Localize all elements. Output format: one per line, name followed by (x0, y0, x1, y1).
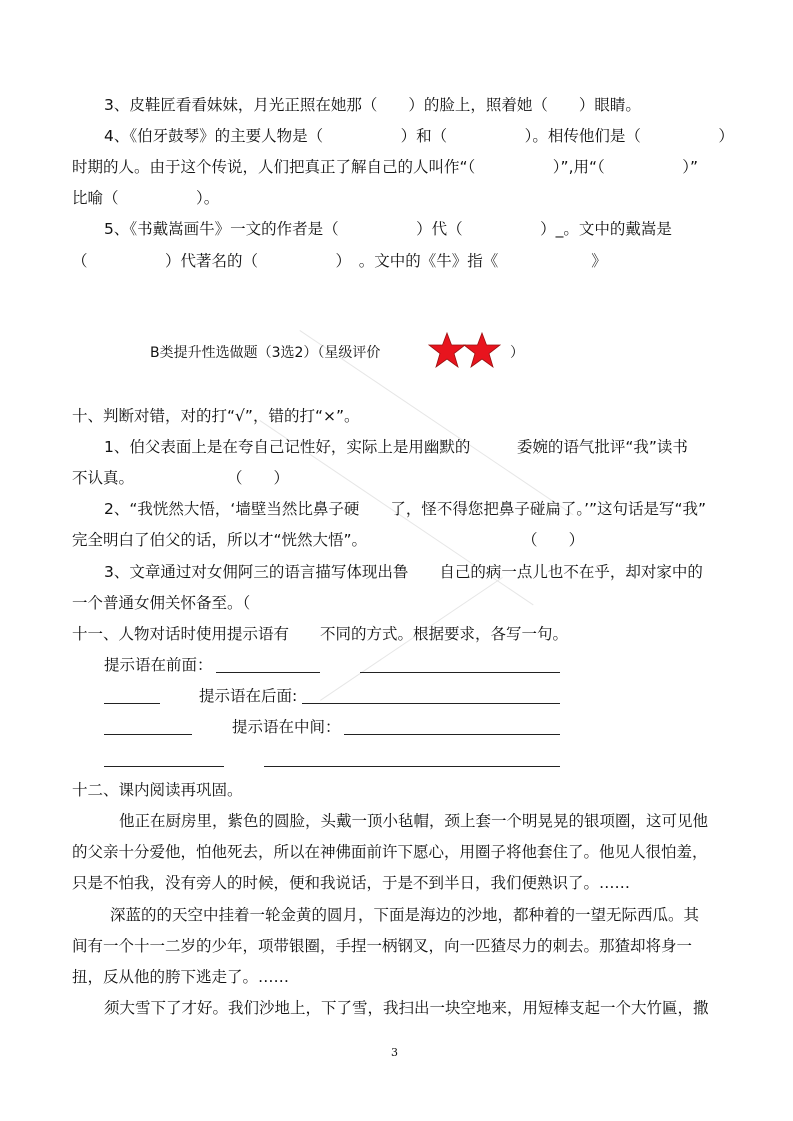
answer-line (104, 703, 160, 704)
judge-q3-cont: 一个普通女佣关怀备至。（ (72, 594, 251, 612)
judge-q1: 1、伯父表面上是在夸自己记性好，实际上是用幽默的 委婉的语气批评“我”读书 (104, 438, 688, 456)
reading-p1-cont2: 只是不怕我，没有旁人的时候，便和我说话，于是不到半日，我们便熟识了。…… (72, 874, 631, 892)
judge-q3: 3、文章通过对女佣阿三的语言描写体现出鲁 自己的病一点儿也不在乎，却对家中的 (104, 563, 703, 581)
reading-p2: 深蓝的的天空中挂着一轮金黄的圆月，下面是海边的沙地，都种着的一望无际西瓜。其 (110, 906, 700, 924)
prompt-front-label: 提示语在前面： (104, 656, 213, 674)
reading-p2-cont: 间有一个十一二岁的少年，项带银圈，手捏一柄钢叉，向一匹猹尽力的刺去。那猹却将身一 (72, 937, 693, 955)
reading-p1: 他正在厨房里，紫色的圆脸，头戴一顶小毡帽，颈上套一个明晃晃的银项圈，这可见他 (119, 812, 709, 830)
fill-blank-q4-cont: 时期的人。由于这个传说，人们把真正了解自己的人叫作“（ ）”,用“（ ）” (72, 158, 699, 176)
answer-line (344, 734, 560, 735)
judge-q1-cont: 不认真。 （ ） (72, 469, 290, 487)
prompt-back-label: 提示语在后面: (199, 687, 298, 705)
answer-line (104, 734, 192, 735)
section-10-title: 十、判断对错，对的打“√”，错的打“×”。 (72, 407, 360, 425)
page-number: 3 (391, 1046, 398, 1059)
reading-p3: 须大雪下了才好。我们沙地上，下了雪，我扫出一块空地来，用短棒支起一个大竹匾，撒 (104, 999, 709, 1017)
fill-blank-q5-cont: （ ）代著名的（ ） 。文中的《牛》指《 》 (72, 252, 607, 270)
star-icon (463, 332, 501, 368)
reading-p1-cont: 的父亲十分爱他，怕他死去，所以在神佛面前许下愿心，用圈子将他套住了。他见人很怕羞， (72, 843, 708, 861)
fill-blank-q4: 4、《伯牙鼓琴》的主要人物是（ ）和（ ）。相传他们是（ ） (104, 127, 734, 145)
reading-p2-cont2: 扭，反从他的胯下逃走了。…… (72, 968, 290, 986)
fill-blank-q3: 3、皮鞋匠看看妹妹，月光正照在她那（ ）的脸上，照着她（ ）眼睛。 (104, 96, 641, 114)
answer-line (216, 672, 320, 673)
answer-line (264, 766, 560, 767)
section-12-title: 十二、课内阅读再巩固。 (72, 781, 243, 799)
fill-blank-q5: 5、《书戴嵩画牛》一文的作者是（ ）代（ ）_。文中的戴嵩是 (104, 220, 672, 238)
fill-blank-q4-cont2: 比喻（ ）。 (72, 189, 220, 207)
section-b-heading-close: ） (510, 345, 524, 361)
section-11-title: 十一、人物对话时使用提示语有 不同的方式。根据要求，各写一句。 (72, 625, 569, 643)
answer-line (360, 672, 560, 673)
answer-line (302, 703, 560, 704)
section-b-heading: B类提升性选做题（3选2）（星级评价 (150, 345, 381, 361)
answer-line (104, 766, 224, 767)
judge-q2: 2、“我恍然大悟，‘墙壁当然比鼻子硬 了，怪不得您把鼻子碰扁了。’”这句话是写“我” (104, 500, 707, 518)
prompt-middle-label: 提示语在中间： (232, 718, 341, 736)
star-icon (428, 332, 466, 368)
judge-q2-cont: 完全明白了伯父的话，所以才“恍然大悟”。 （ ） (72, 531, 585, 549)
